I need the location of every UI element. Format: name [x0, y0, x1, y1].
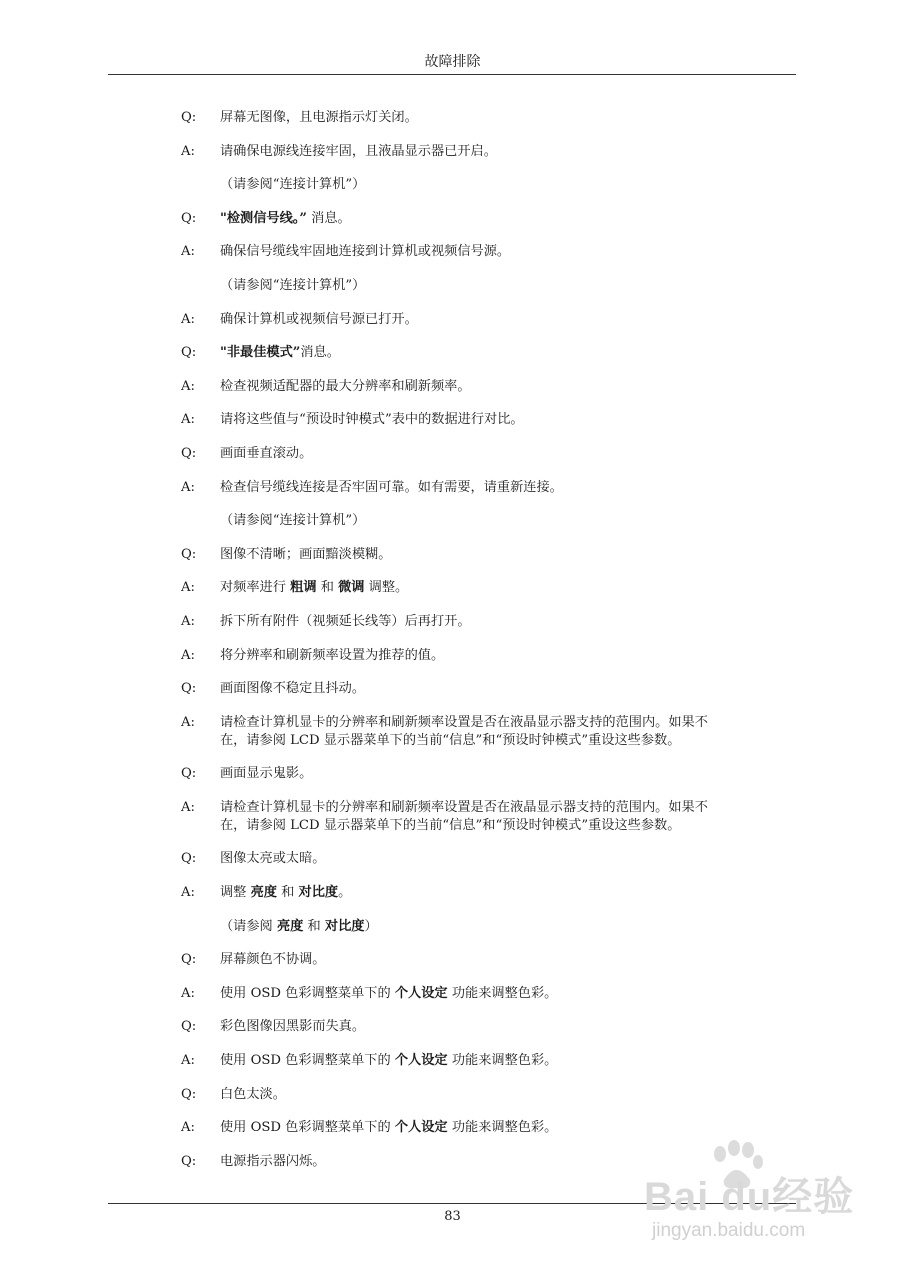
faq-text-line: 检查视频适配器的最大分辨率和刷新频率。: [220, 378, 471, 394]
faq-text-line: 在，请参阅 LCD 显示器菜单下的当前“信息”和“预设时钟模式”重设这些参数。: [220, 817, 681, 833]
faq-text: [220, 311, 802, 329]
faq-tag: A:: [181, 479, 195, 495]
faq-text-line: 白色太淡。: [220, 1086, 286, 1102]
faq-text: [220, 1086, 802, 1104]
baidu-jingyan-watermark: [638, 1140, 860, 1250]
faq-text-emphasis: "检测信号线。”: [220, 210, 307, 226]
watermark-url: jingyan.baidu.com: [652, 1220, 806, 1241]
faq-text-line: 确保计算机或视频信号源已打开。: [220, 311, 418, 327]
faq-tag: A:: [181, 143, 195, 159]
faq-text-segment: 和: [303, 918, 325, 934]
faq-tag: A:: [181, 244, 195, 260]
faq-text: [220, 109, 802, 127]
faq-text-emphasis: 微调: [338, 580, 365, 596]
watermark-logo-text: Bai du经验: [644, 1175, 855, 1219]
faq-tag: Q:: [181, 851, 197, 867]
faq-text: [220, 378, 802, 396]
faq-text-segment: 使用 OSD 色彩调整菜单下的: [220, 1053, 395, 1068]
faq-tag: Q:: [181, 1153, 197, 1169]
faq-text-segment: 功能来调整色彩。: [447, 1120, 558, 1136]
faq-text: [220, 799, 802, 835]
faq-tag: Q:: [181, 1086, 197, 1102]
faq-tag: A:: [181, 378, 195, 394]
faq-tag: Q:: [181, 345, 197, 361]
faq-tag: Q:: [181, 210, 197, 226]
faq-tag: A:: [181, 580, 195, 596]
faq-text-emphasis: 对比度: [324, 918, 365, 934]
faq-text-segment: （请参阅: [220, 918, 277, 934]
faq-text-line: 图像不清晰；画面黯淡模糊。: [220, 546, 392, 562]
faq-tag: A:: [181, 311, 195, 327]
faq-text: [220, 1052, 802, 1070]
faq-text-segment: 调整: [220, 885, 251, 900]
faq-text-segment: 功能来调整色彩。: [447, 985, 558, 1001]
faq-text-emphasis: 个人设定: [394, 985, 448, 1001]
faq-text-line: 请将这些值与“预设时钟模式”表中的数据进行对比。: [220, 412, 524, 428]
faq-text-line: 电源指示器闪烁。: [220, 1153, 326, 1169]
faq-text: [220, 985, 802, 1003]
faq-text: [220, 647, 802, 665]
faq-text: [220, 344, 802, 362]
faq-text-line: 屏幕无图像，且电源指示灯关闭。: [220, 110, 418, 125]
faq-tag: A:: [181, 714, 195, 730]
faq-text-segment: 。: [338, 885, 352, 900]
faq-text: [220, 546, 802, 564]
faq-tag: A:: [181, 885, 195, 900]
faq-text-line: 图像太亮或太暗。: [220, 851, 326, 867]
faq-text-segment: 对频率进行: [220, 580, 291, 596]
faq-text-emphasis: 个人设定: [394, 1120, 448, 1136]
faq-text-line: 画面垂直滚动。: [220, 446, 313, 461]
faq-text: [220, 579, 802, 597]
faq-text-emphasis: 亮度: [276, 918, 304, 934]
faq-text: [220, 1018, 802, 1036]
faq-tag: A:: [181, 985, 195, 1001]
faq-text: [220, 951, 802, 969]
faq-tag: A:: [181, 1053, 195, 1068]
faq-text-segment: 功能来调整色彩。: [447, 1053, 558, 1068]
faq-text: [220, 613, 802, 631]
faq-text-line: 确保信号缆线牢固地连接到计算机或视频信号源。: [220, 244, 511, 260]
faq-text: [220, 765, 802, 783]
page-title: 故障排除: [424, 54, 481, 70]
faq-text-segment: 和: [276, 885, 299, 900]
faq-text: [220, 714, 802, 750]
faq-text: [220, 1119, 802, 1137]
faq-text-line: 彩色图像因黑影而失真。: [220, 1019, 366, 1035]
faq-text-segment: ）: [364, 918, 378, 934]
faq-text-emphasis: 亮度: [250, 885, 277, 900]
faq-text: [220, 243, 802, 261]
faq-tag: Q:: [181, 952, 197, 968]
faq-text-line: 检查信号缆线连接是否牢固可靠。如有需要，请重新连接。: [220, 479, 563, 495]
faq-text-emphasis: 个人设定: [394, 1053, 448, 1068]
faq-tag: A:: [181, 614, 195, 629]
faq-text-line: 屏幕颜色不协调。: [220, 952, 326, 968]
faq-text: [220, 479, 802, 497]
faq-tag: Q:: [181, 1019, 197, 1035]
faq-text: [220, 918, 802, 936]
faq-text: [220, 445, 802, 463]
faq-text: [220, 512, 802, 530]
faq-text-segment: 消息。: [306, 210, 351, 226]
faq-text-line: 拆下所有附件（视频延长线等）后再打开。: [220, 614, 471, 629]
faq-text-emphasis: 对比度: [298, 885, 339, 900]
faq-text-line: 在，请参阅 LCD 显示器菜单下的当前“信息”和“预设时钟模式”重设这些参数。: [220, 732, 681, 748]
faq-text-line: 画面显示鬼影。: [220, 766, 313, 782]
faq-text: [220, 277, 802, 295]
faq-tag: Q:: [181, 110, 197, 125]
faq-tag: A:: [181, 799, 195, 815]
faq-text: [220, 680, 802, 698]
faq-text-line: 请检查计算机显卡的分辨率和刷新频率设置是否在液晶显示器支持的范围内。如果不: [220, 714, 708, 730]
faq-tag: Q:: [181, 766, 197, 782]
faq-text-emphasis: 粗调: [290, 580, 317, 596]
faq-text-emphasis: "非最佳模式”: [220, 345, 301, 361]
faq-text-segment: 调整。: [364, 580, 409, 596]
faq-text-line: 将分辨率和刷新频率设置为推荐的值。: [220, 647, 445, 663]
faq-text: [220, 411, 802, 429]
faq-tag: A:: [181, 412, 195, 428]
faq-text: [220, 210, 802, 228]
faq-text: [220, 850, 802, 868]
faq-text: [220, 176, 802, 194]
faq-tag: Q:: [181, 546, 197, 562]
faq-text-line: 请确保电源线连接牢固，且液晶显示器已开启。: [220, 143, 497, 159]
faq-text-segment: 使用 OSD 色彩调整菜单下的: [220, 985, 395, 1001]
faq-text-line: 请检查计算机显卡的分辨率和刷新频率设置是否在液晶显示器支持的范围内。如果不: [220, 799, 708, 815]
faq-tag: Q:: [181, 681, 197, 697]
faq-text-segment: 消息。: [300, 345, 340, 361]
faq-text-line: （请参阅“连接计算机”）: [220, 177, 366, 193]
faq-text-line: （请参阅“连接计算机”）: [220, 278, 366, 293]
faq-text-segment: 和: [316, 580, 339, 596]
faq-text: [220, 884, 802, 902]
faq-tag: A:: [181, 647, 195, 663]
faq-tag: A:: [181, 1120, 195, 1136]
faq-text-segment: 使用 OSD 色彩调整菜单下的: [220, 1120, 395, 1136]
faq-text: [220, 143, 802, 161]
page-number: 83: [444, 1209, 461, 1224]
faq-text-line: （请参阅“连接计算机”）: [220, 513, 366, 529]
faq-tag: Q:: [181, 446, 197, 461]
faq-text-line: 画面图像不稳定且抖动。: [220, 681, 366, 697]
